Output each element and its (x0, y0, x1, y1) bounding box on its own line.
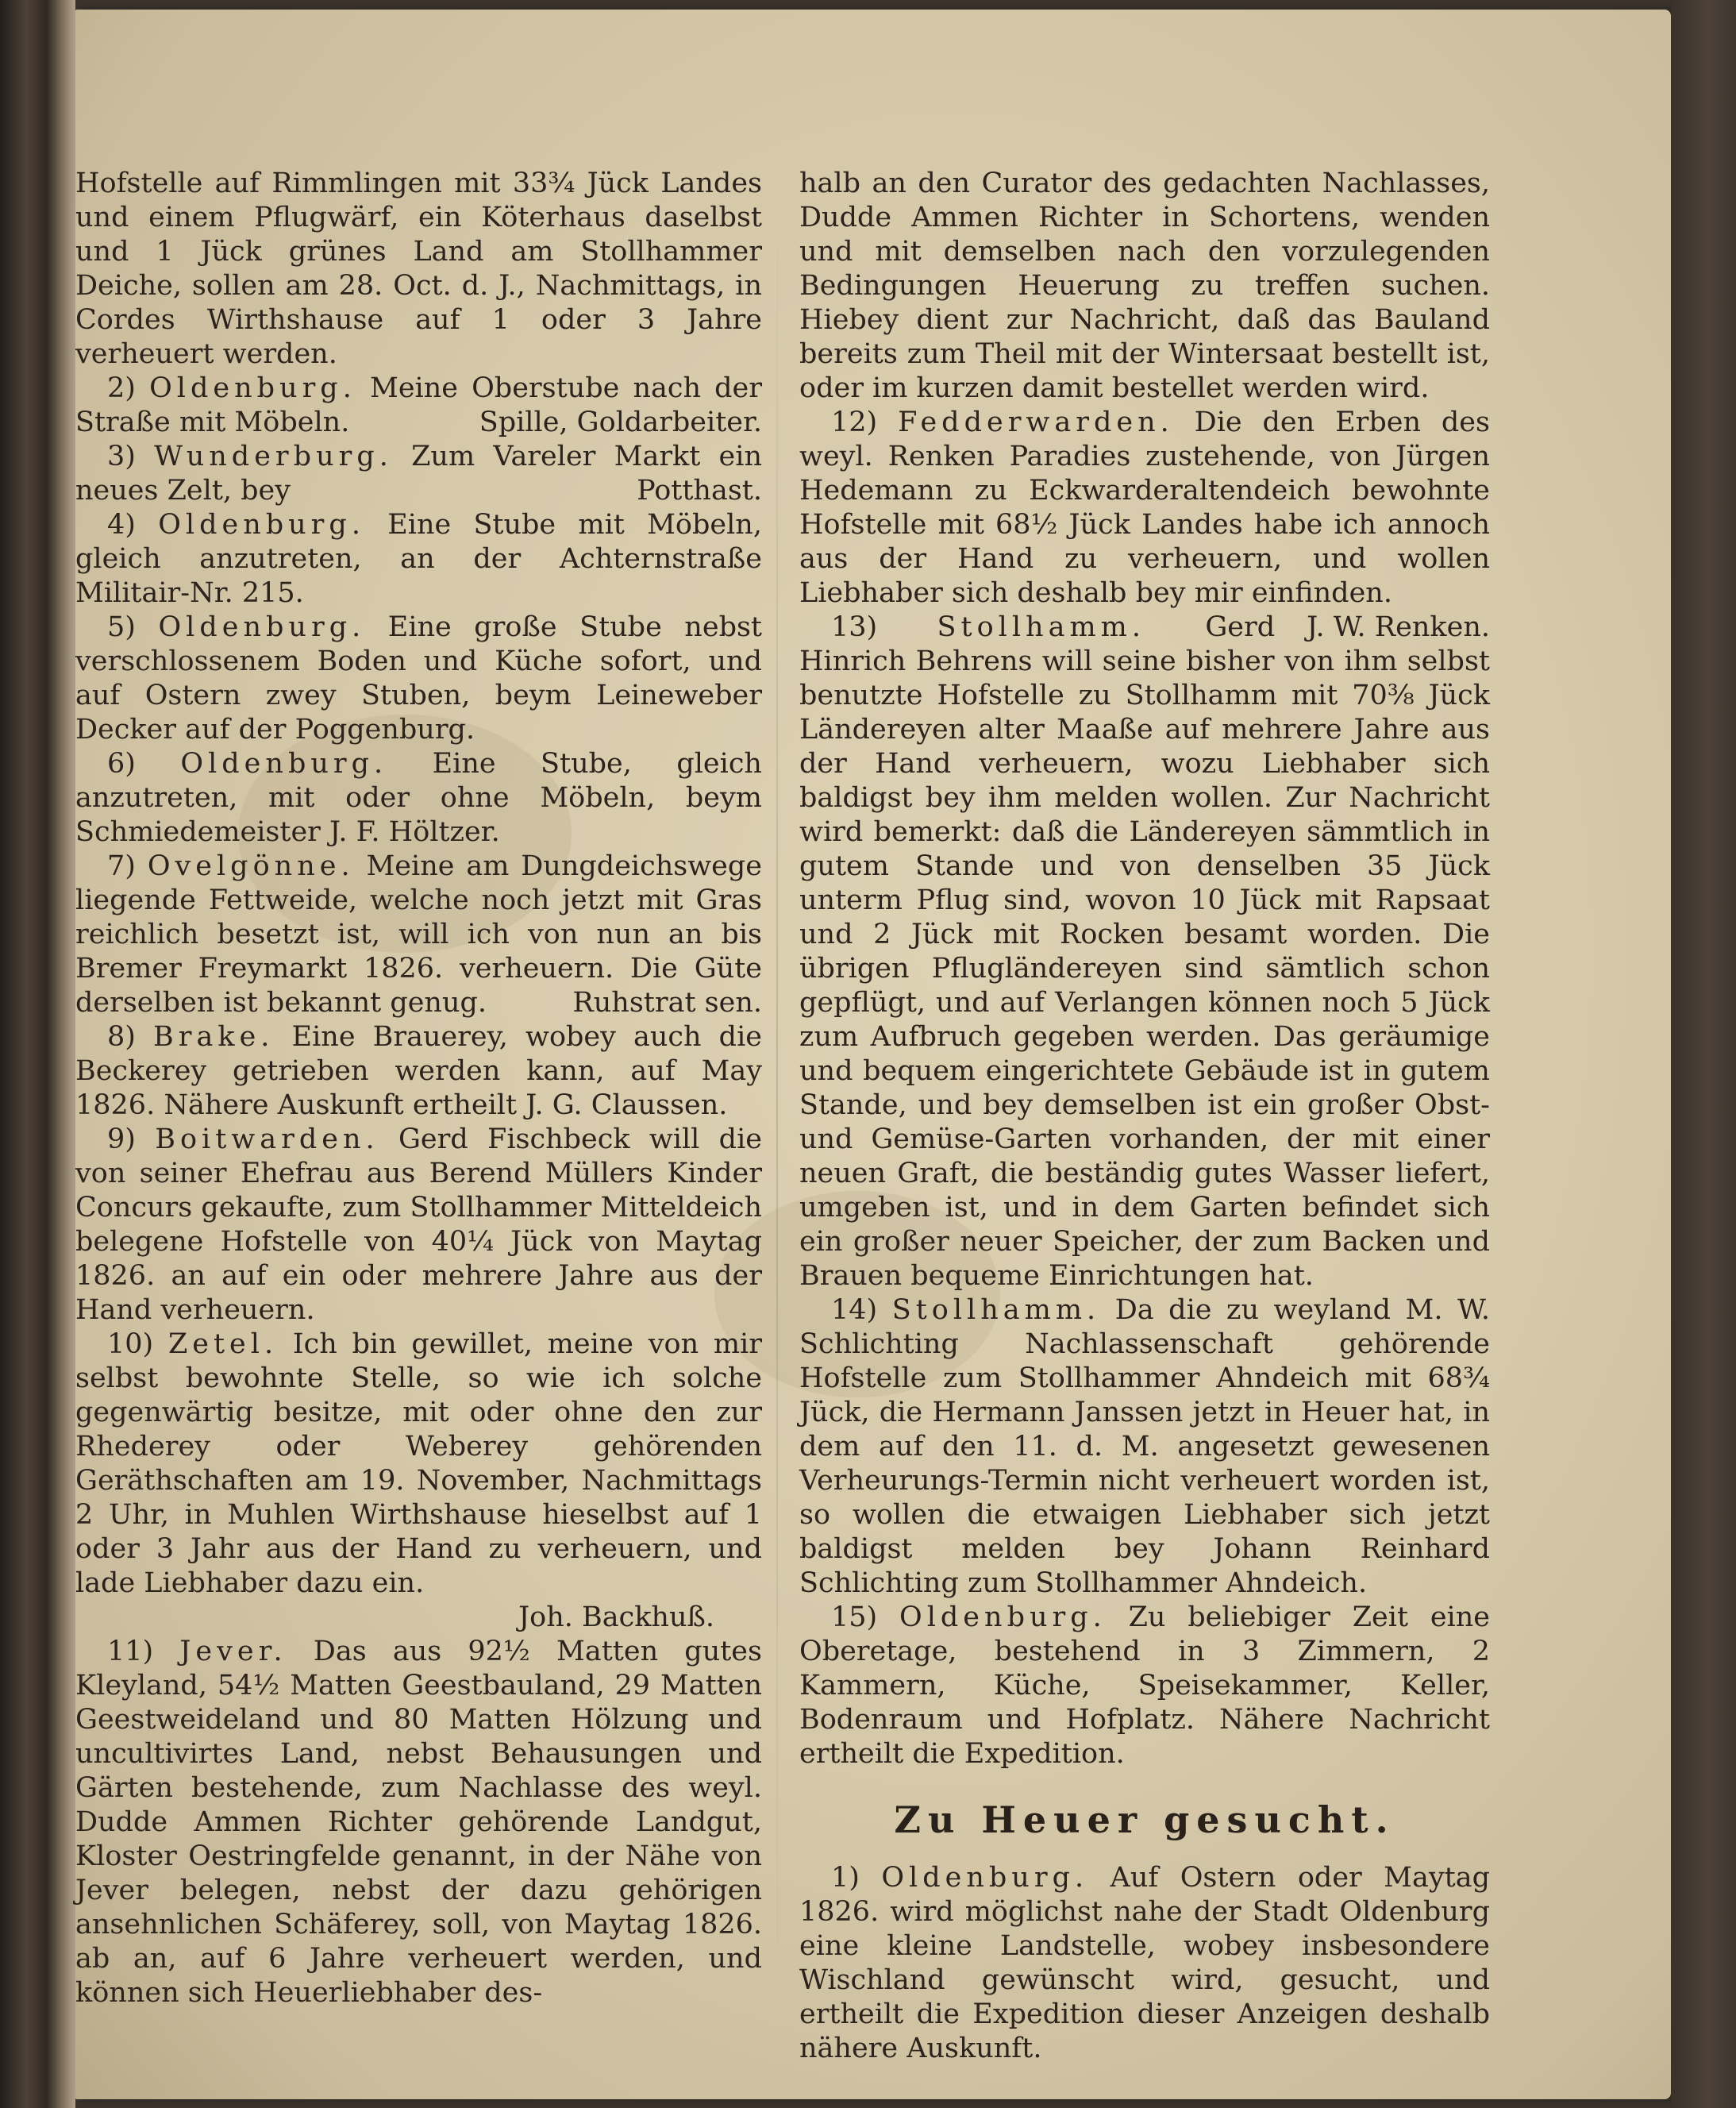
book-spine (0, 0, 75, 2108)
notice-number: 4) (107, 509, 136, 541)
notice-number: 2) (107, 372, 136, 404)
notice-text: Eine Brauerey, wobey auch die Beckerey getrieben werden kann, auf May 1826. Nähere Auskunft ertheilt J. G. Claussen. (75, 1021, 762, 1121)
notice-text: Eine Stube mit Möbeln, gleich anzutreten, an der Achternstraße Militair-Nr. 215. (75, 509, 762, 609)
notice-place: Oldenburg. (149, 372, 356, 404)
notice-place: Brake. (153, 1021, 275, 1053)
notice-place: Wunderburg. (154, 441, 393, 472)
notice-text: Die den Erben des weyl. Renken Paradies zustehende, von Jürgen Hedemann zu Eckwarderaltendeich bewohnte Hofstelle mit 68½ Jück Landes habe ich annoch aus der Hand zu verheuern, und wollen Liebhaber sich deshalb bey mir einfinden. (799, 407, 1490, 609)
notice-continued (799, 167, 1490, 406)
notice-place: Oldenburg. (180, 748, 388, 780)
notice-signature: Joh. Backhuß. (518, 1601, 714, 1633)
notice-number: 9) (107, 1123, 136, 1155)
notice-place: Oldenburg. (158, 509, 365, 541)
notice-text: Da die zu weyland M. W. Schlichting Nachlassenschaft gehörende Hofstelle zum Stollhammer Ahndeich mit 68¾ Jück, die Hermann Janssen jetzt in Heuer hat, in dem auf den 11. d. M. angesetzt gewesenen Verheurungs-Termin nicht verheuert worden ist, so wollen die etwaigen Liebhaber sich jetzt baldigst melden bey Johann Reinhard Schlichting zum Stollhammer Ahndeich. (799, 1294, 1490, 1599)
notice-place: Stollhamm. (891, 1294, 1101, 1326)
notice-number: 11) (107, 1636, 154, 1667)
notice-text: halb an den Curator des gedachten Nachlasses, Dudde Ammen Richter in Schortens, wenden und mit demselben nach den vorzulegenden Bedingungen Heuerung zu treffen suchen. Hiebey dient zur Nachricht, daß das Bauland bereits zum Theil mit der Wintersaat bestellt ist, oder im kurzen damit bestellet werden wird. (799, 168, 1490, 404)
notice-number: 3) (107, 441, 136, 472)
wanted-notice-1 (799, 1861, 1490, 2066)
notice-number: 10) (107, 1328, 154, 1360)
notice-number: 5) (107, 611, 136, 643)
notice-number: 13) (831, 611, 878, 643)
notice-number: 7) (107, 850, 136, 882)
notice-4 (75, 508, 762, 611)
notice-continued (75, 167, 762, 372)
notice-8 (75, 1020, 762, 1123)
notice-text: Zum Vareler Markt ein neues Zelt, bey (75, 441, 762, 507)
left-column (75, 167, 762, 2010)
notice-number: 14) (831, 1294, 878, 1326)
notice-signature: Potthast. (637, 475, 762, 507)
section-heading: Zu Heuer gesucht. (894, 1798, 1395, 1841)
notice-text: Zu beliebiger Zeit eine Oberetage, bestehend in 3 Zimmern, 2 Kammern, Küche, Speisekammer, Keller, Bodenraum und Hofplatz. Nähere Nachricht ertheilt die Expedition. (799, 1601, 1490, 1770)
notice-place: Oldenburg. (158, 611, 366, 643)
notice-text: Gerd Hinrich Behrens will seine bisher von ihm selbst benutzte Hofstelle zu Stollhamm mit 70⅜ Jück Ländereyen alter Maaße auf mehrere Jahre aus der Hand verheuern, wozu Liebhaber sich baldigst bey ihm melden wollen. Zur Nachricht wird bemerkt: daß die Ländereyen sämmtlich in gutem Stande und von denselben 35 Jück unterm Pflug sind, wovon 10 Jück mit Rapsaat und 2 Jück mit Rocken besamt worden. Die übrigen Pflugländereyen sind sämtlich schon gepflügt, und auf Verlangen können noch 5 Jück zum Aufbruch gegeben werden. Das geräumige und bequem eingerichtete Gebäude ist in gutem Stande, und bey demselben ist ein großer Obst- und Gemüse-Garten vorhanden, der mit einer neuen Graft, die beständig gutes Wasser liefert, umgeben ist, und in dem Garten befindet sich ein großer neuer Speicher, der zum Backen und Brauen bequeme Einrichtungen hat. (799, 611, 1490, 1292)
notice-11 (75, 1635, 762, 2010)
notice-7 (75, 850, 762, 1020)
notice-place: Oldenburg. (881, 1862, 1089, 1894)
notice-place: Ovelgönne. (147, 850, 355, 882)
notice-3 (75, 440, 762, 508)
right-column (799, 167, 1490, 2066)
notice-signature: J. W. Renken. (1307, 611, 1490, 643)
notice-signature: Ruhstrat sen. (572, 987, 762, 1019)
notice-text: Hofstelle auf Rimmlingen mit 33¾ Jück Landes und einem Pflugwärf, ein Köterhaus daselbst und 1 Jück grünes Land am Stollhammer Deiche, sollen am 28. Oct. d. J., Nachmittags, in Cordes Wirthshause auf 1 oder 3 Jahre verheuert werden. (75, 168, 762, 370)
notice-place: Stollhamm. (937, 611, 1145, 643)
notice-5 (75, 611, 762, 747)
notice-text: Gerd Fischbeck will die von seiner Ehefrau aus Berend Müllers Kinder Concurs gekaufte, zum Stollhammer Mitteldeich belegene Hofstelle von 40¼ Jück von Maytag 1826. an auf ein oder mehrere Jahre aus der Hand verheuern. (75, 1123, 762, 1326)
notice-place: Oldenburg. (899, 1601, 1107, 1633)
notice-text: Auf Ostern oder Maytag 1826. wird möglichst nahe der Stadt Oldenburg eine kleine Landstelle, wobey insbesondere Wischland gewünscht wird, gesucht, und ertheilt die Expedition dieser Anzeigen deshalb nähere Auskunft. (799, 1862, 1490, 2064)
notice-text: Das aus 92½ Matten gutes Kleyland, 54½ Matten Geestbauland, 29 Matten Geestweideland und 80 Matten Hölzung und uncultivirtes Land, nebst Behausungen und Gärten bestehende, zum Nachlasse des weyl. Dudde Ammen Richter gehörende Landgut, Kloster Oestringfelde genannt, in der Nähe von Jever belegen, nebst der dazu gehörigen ansehnlichen Schäferey, soll, von Maytag 1826. ab an, auf 6 Jahre verheuert werden, und können sich Heuerliebhaber des- (75, 1636, 762, 2009)
notice-number: 1) (831, 1862, 860, 1894)
notice-number: 12) (831, 407, 878, 438)
notice-15 (799, 1601, 1490, 1771)
notice-14 (799, 1293, 1490, 1601)
notice-place: Zetel. (167, 1328, 279, 1360)
notice-text: Meine am Dungdeichswege liegende Fettweide, welche noch jetzt mit Gras reichlich besetzt ist, will ich von nun an bis Bremer Freymarkt 1826. verheuern. Die Güte derselben ist bekannt genug. (75, 850, 762, 1019)
notice-text: Meine Oberstube nach der Straße mit Möbeln. (75, 372, 762, 438)
notice-13 (799, 611, 1490, 1293)
notice-signature: Spille, Goldarbeiter. (479, 407, 762, 438)
notice-place: Fedderwarden. (898, 407, 1174, 438)
notice-6 (75, 747, 762, 850)
notice-number: 15) (831, 1601, 878, 1633)
notice-number: 8) (107, 1021, 136, 1053)
notice-place: Boitwarden. (155, 1123, 379, 1155)
notice-9 (75, 1123, 762, 1328)
notice-text: Eine Stube, gleich anzutreten, mit oder ohne Möbeln, beym Schmiedemeister J. F. Höltzer. (75, 748, 762, 848)
column-divider (776, 171, 778, 2013)
notice-number: 6) (107, 748, 136, 780)
notice-10 (75, 1328, 762, 1635)
notice-text: Ich bin gewillet, meine von mir selbst bewohnte Stelle, so wie ich solche gegenwärtig besitze, mit oder ohne den zur Rhederey oder Weberey gehörenden Geräthschaften am 19. November, Nachmittags 2 Uhr, in Muhlen Wirthshause hieselbst auf 1 oder 3 Jahr aus der Hand zu verheuern, und lade Liebhaber dazu ein. (75, 1328, 762, 1599)
notice-place: Jever. (179, 1636, 287, 1667)
notice-2 (75, 372, 762, 440)
background-edge (1671, 0, 1736, 2108)
notice-text: Eine große Stube nebst verschlossenem Boden und Küche sofort, und auf Ostern zwey Stuben, beym Leineweber Decker auf der Poggenburg. (75, 611, 762, 746)
